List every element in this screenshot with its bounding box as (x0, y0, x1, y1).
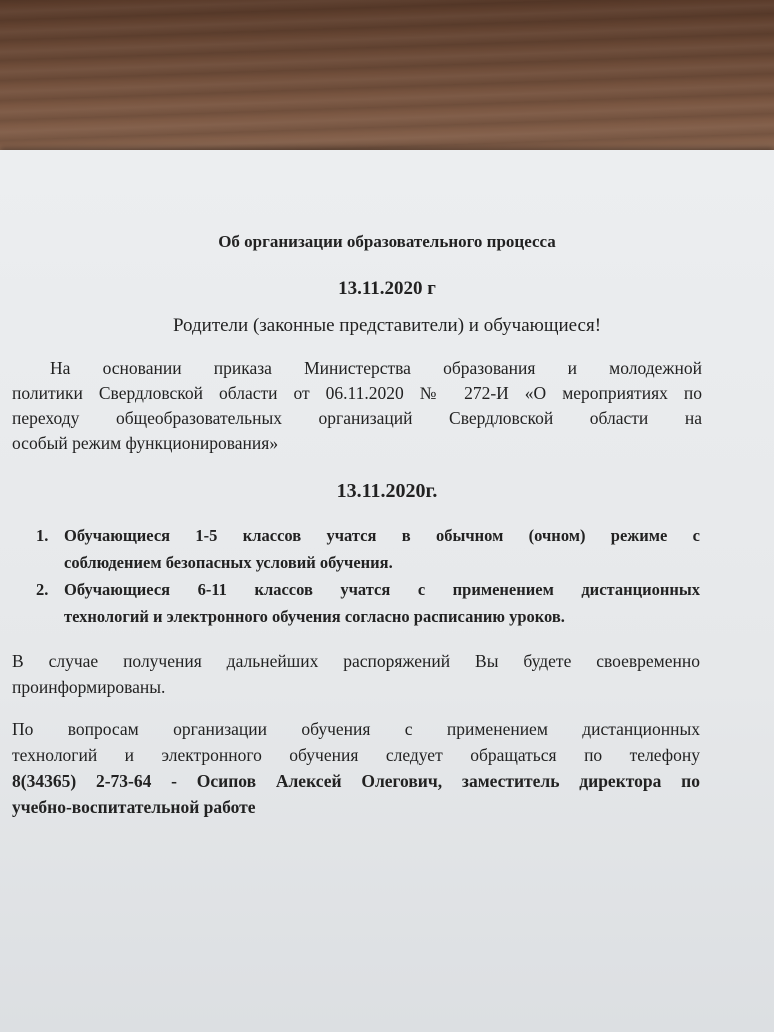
paragraph-line: политики Свердловской области от 06.11.2020 № 272-И «О мероприятиях по (12, 383, 702, 403)
paragraph-line: технологий и электронного обучения следует обращаться по телефону (12, 745, 700, 765)
list-item-line: Обучающиеся 1-5 классов учатся в обычном (очном) режиме с (64, 526, 700, 545)
basis-paragraph (12, 356, 702, 456)
list-item (36, 576, 700, 630)
paragraph-line: проинформированы. (12, 677, 166, 697)
list-item-number: 2. (36, 580, 49, 599)
paper-sheet (0, 150, 774, 1032)
paragraph-line: По вопросам организации обучения с применением дистанционных (12, 719, 700, 739)
list-item-line: соблюдением безопасных условий обучения. (64, 553, 393, 572)
contact-paragraph (12, 716, 700, 820)
paragraph-line: переходу общеобразовательных организаций Свердловской области на (12, 408, 702, 428)
numbered-list (36, 522, 700, 630)
list-item (36, 522, 700, 576)
paragraph-line: особый режим функционирования» (12, 433, 279, 453)
wooden-table-background (0, 0, 774, 175)
paragraph-line: На основании приказа Министерства образования и молодежной (50, 358, 702, 378)
list-item-line: технологий и электронного обучения согласно расписанию уроков. (64, 607, 565, 626)
document-date: 13.11.2020 г (338, 278, 436, 299)
section-date: 13.11.2020г. (336, 480, 438, 502)
list-item-line: Обучающиеся 6-11 классов учатся с применением дистанционных (64, 580, 700, 599)
contact-person-line: учебно-воспитательной работе (12, 797, 256, 817)
greeting: Родители (законные представители) и обучающиеся! (172, 315, 602, 336)
document-title: Об организации образовательного процесса (218, 232, 556, 251)
notice-paragraph (12, 648, 700, 700)
contact-person-line: 8(34365) 2-73-64 - Осипов Алексей Олегович, заместитель директора по (12, 771, 700, 791)
paragraph-line: В случае получения дальнейших распоряжений Вы будете своевременно (12, 651, 700, 671)
list-item-number: 1. (36, 526, 49, 545)
